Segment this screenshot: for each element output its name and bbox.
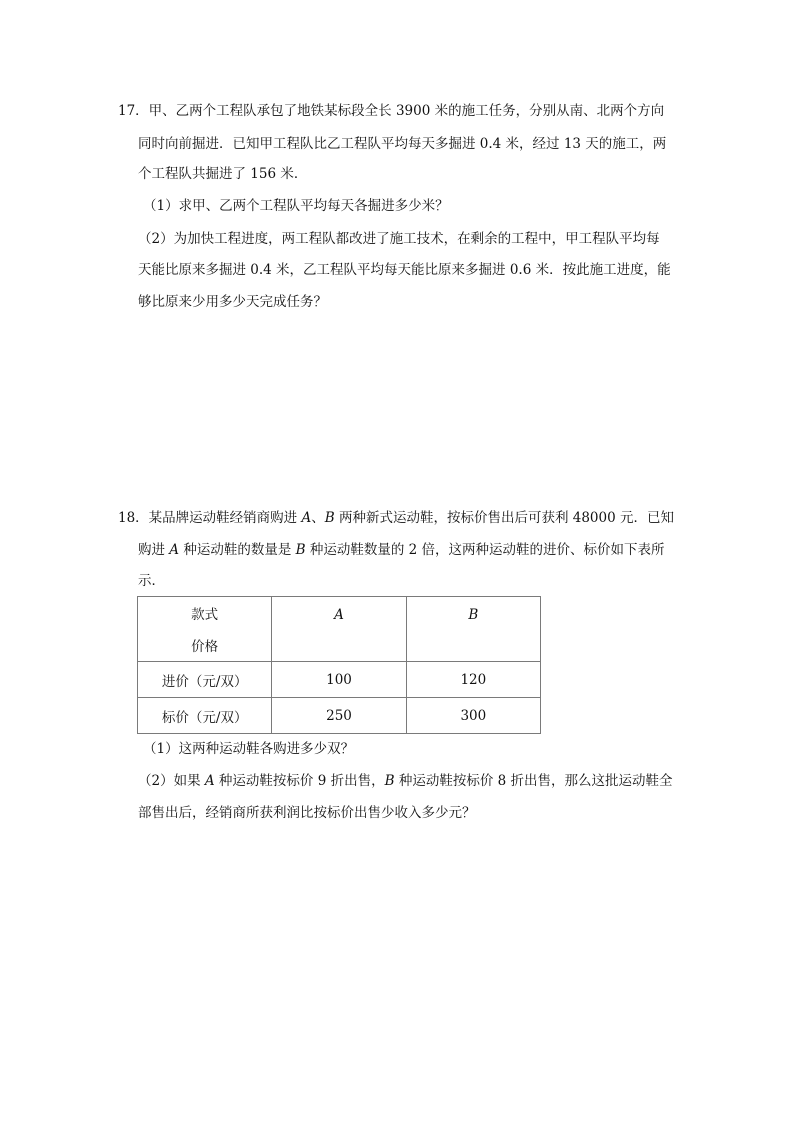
table-cell-a: 250 (272, 698, 406, 734)
table-row (138, 662, 541, 698)
q17-part-2-line-1: （2）为加快工程进度，两工程队都改进了施工技术，在剩余的工程中，甲工程队平均每 (138, 231, 660, 247)
q17-part-1: （1）求甲、乙两个工程队平均每天各掘进多少米？ (143, 198, 449, 214)
table-row (138, 698, 541, 734)
q17-line-3: 个工程队共掘进了 156 米． (138, 166, 308, 182)
q18-line-1-a: 18．某品牌运动鞋经销商购进 (118, 510, 302, 526)
q17-line-2: 同时向前掘进．已知甲工程队比乙工程队平均每天多掘进 0.4 米，经过 13 天的施工，两 (138, 136, 667, 152)
q18-line-2 (138, 540, 665, 560)
table-corner-top: 款式 (191, 607, 219, 623)
q18-line-1 (118, 508, 674, 528)
q18-line-1-c: 两种新式运动鞋，按标价售出后可获利 48000 元．已知 (334, 510, 674, 526)
price-table (137, 596, 541, 734)
table-corner-cell (138, 597, 272, 662)
q18-part-2-line-1 (138, 771, 673, 791)
table-header-a: A (272, 597, 406, 662)
q18-part-2-line-2: 部售出后，经销商所获利润比按标价出售少收入多少元？ (138, 805, 476, 821)
q18-part-2-var-a: A (204, 773, 215, 789)
q18-line-2-c: 种运动鞋数量的 2 倍，这两种运动鞋的进价、标价如下表所 (305, 542, 665, 558)
table-cell-a: 100 (272, 662, 406, 698)
q18-line-2-var-a: A (169, 542, 180, 558)
table-corner-bottom: 价格 (191, 639, 219, 655)
q18-var-a: A (301, 510, 312, 526)
q18-part-2-line-1-a: （2）如果 (138, 773, 205, 789)
q18-line-1-b: 、 (311, 510, 325, 526)
q17-part-2-line-2: 天能比原来多掘进 0.4 米，乙工程队平均每天能比原来多掘进 0.6 米．按此施工进度，能 (138, 262, 671, 278)
q18-part-2-line-1-c: 种运动鞋按标价 8 折出售，那么这批运动鞋全 (394, 773, 673, 789)
table-row-label: 进价（元/双） (138, 662, 272, 698)
table-cell-b: 300 (406, 698, 540, 734)
q18-part-2-line-1-b: 种运动鞋按标价 9 折出售， (214, 773, 385, 789)
q18-part-1: （1）这两种运动鞋各购进多少双？ (143, 741, 355, 757)
table-header-row (138, 597, 541, 662)
table-header-b: B (406, 597, 540, 662)
q17-part-2-line-3: 够比原来少用多少天完成任务？ (138, 294, 327, 310)
q18-line-2-b: 种运动鞋的数量是 (179, 542, 296, 558)
q18-line-2-a: 购进 (138, 542, 170, 558)
q18-var-b: B (324, 510, 335, 526)
table-cell-b: 120 (406, 662, 540, 698)
q17-line-1: 17．甲、乙两个工程队承包了地铁某标段全长 3900 米的施工任务，分别从南、北两个方向 (118, 103, 665, 119)
q18-line-3: 示． (138, 573, 165, 589)
q18-line-2-var-b: B (295, 542, 306, 558)
table-row-label: 标价（元/双） (138, 698, 272, 734)
q18-part-2-var-b: B (384, 773, 395, 789)
